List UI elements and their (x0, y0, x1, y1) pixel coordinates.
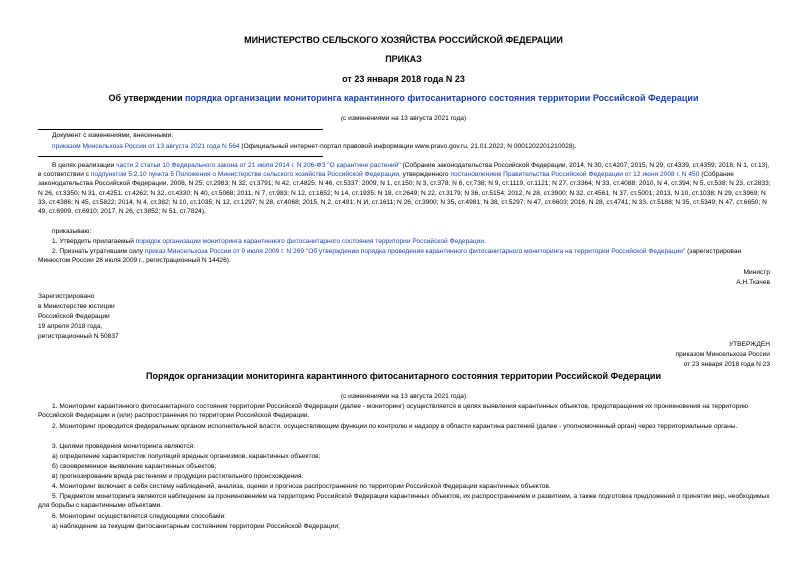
changes-line (52, 142, 577, 151)
decree-link[interactable]: постановлением Правительства Российской Федерации от 12 июня 2008 г. N 450 (450, 171, 700, 179)
doc-title-prefix: Об утверждении (108, 93, 185, 103)
doc-title-link[interactable]: порядка организации мониторинга карантинного фитосанитарного состояния территории Российской Федерации (185, 93, 699, 103)
procedure-p2: 2. Мониторинг проводится федеральным органом исполнительной власти, осуществляющим функции по контролю и надзору в области карантина растений (далее - уполномоченный орган) через территориальные органы. (52, 423, 738, 430)
law-link[interactable]: части 2 статьи 10 Федерального закона от 21 июля 2014 г. N 206-ФЗ "О карантине растений" (116, 162, 401, 169)
procedure-p5: 5. Предметом мониторинга являются наблюдение за проникновением на территорию Российской Федерации карантинных объектов, их распространением и развитием, а также подготовка предложений о принятии мер, необходимых для борьбы с карантинными объектами. (38, 493, 770, 510)
preamble-text-d: (Собрание законодательства Российской Федерации, 2008, N 25, ст.2983; N 32, ст.3791; N 42, ст.4825; N 46, ст.5337; 2009, N 1, ст.150; N 3, ст.378; N 6, ст.738; N 9, ст.1119, ст.1121; N 27, ст.3364; N 33, ст.4088; 2010, N 4, ст.394; N 5, ст.538; N 23, ст.2833; N 26, ст.3350; N 31, ст.4251, ст.4262; N 32, ст.4330; N 40, ст.5068; 2011, N 7, ст.983; N 12, ст.1652; N 14, ст.1935; N 18, ст.2649; N 22, ст.3179; N 36, ст.5154; 2012, N 28, ст.3900; N 32, ст.4561; N 37, ст.5001; 2013, N 10, ст.1038; N 29, ст.3969; N 33, ст.4386; N 45, ст.5822; 2014, N 4, ст.382; N 10, ст.1035; N 12, ст.1297; N 28, ст.4068; 2015, N 2, ст.491; N И, ст.1611; N 26, ст.3900; N 35, ст.4981; N 38, ст.5297; N 47, ст.6603; 2016, N 28, ст.4741; N 33, ст.5188; N 35, ст.5349; N 47, ст.6650; N 49, ст.6909, ст.6910; 2017, N 26, ст.3852; N 51, ст.7824), (38, 171, 771, 216)
preamble-text-b: (Собрание законодательства Российской Федерации, 2014, N 30, ст.4207; 2015, N 29, ст.4339, ст.4359; 2018, N 1, ст.13), в соответствии с (38, 162, 770, 179)
separator-bottom (38, 156, 323, 157)
procedure-p3b: б) своевременное выявление карантинных объектов; (52, 463, 217, 470)
order-item-1-end: . (484, 238, 486, 245)
order-item-2-tail: (зарегистрирован Минюстом России 28 июля 2009 г., регистрационный N 14426). (38, 248, 742, 265)
separator-top (38, 129, 323, 130)
approved-label: УТВЕРЖДЕН (728, 341, 770, 348)
procedure-p4: 4. Мониторинг включает в себя систему наблюдений, анализа, оценки и прогноза распространения по территории Российской Федерации карантинных объектов. (52, 483, 551, 490)
procedure-p6: 6. Мониторинг осуществляется следующими способами: (52, 513, 227, 520)
procedure-link[interactable]: порядок организации мониторинга карантинного фитосанитарного состояния территории Российской Федерации (135, 238, 485, 245)
doc-date-number: от 23 января 2018 года N 23 (342, 74, 465, 84)
order-item-2 (38, 247, 771, 265)
doc-title (0, 93, 807, 104)
signer-position: Министр (743, 269, 770, 276)
signer-name: А.Н.Ткачев (736, 279, 770, 286)
preamble-text-a: В целях реализации (52, 162, 117, 169)
order-item-1 (52, 237, 486, 246)
procedure-p3c: в) прогнозирование вреда растениям и продукции растительного происхождения. (52, 473, 304, 480)
registration-line-4: 19 апреля 2018 года, (38, 323, 103, 330)
order-item-2-text: 2. Признать утратившим силу (52, 248, 145, 255)
registration-line-2: в Министерстве юстиции (38, 303, 115, 310)
procedure-amendment-note: (с изменениями на 13 августа 2021 года) (340, 393, 467, 400)
ministry-name: МИНИСТЕРСТВО СЕЛЬСКОГО ХОЗЯЙСТВА РОССИЙСКОЙ ФЕДЕРАЦИИ (244, 35, 563, 45)
preamble-text-c: , утвержденного (399, 171, 451, 179)
repealed-order-link[interactable]: приказ Минсельхоза России от 9 июля 2009 г. N 269 "Об утверждении порядка проведения карантинного фитосанитарного мониторинга на территории Российской Федерации" (144, 248, 686, 255)
changes-tail: (Официальный интернет-портал правовой информации www.pravo.gov.ru, 21.01.2022, N 0001202201210028). (239, 143, 577, 150)
changes-link[interactable]: приказом Минсельхоза России от 13 августа 2021 года N 564 (52, 143, 240, 150)
procedure-title: Порядок организации мониторинга карантинного фитосанитарного состояния территории Российской Федерации (145, 371, 661, 381)
regulation-link[interactable]: подпунктом 5.2.10 пункта 5 Положения о Министерстве сельского хозяйства Российской Федерации (90, 171, 400, 179)
registration-line-3: Российской Федерации (38, 313, 110, 320)
registration-line-1: Зарегистрировано (38, 293, 95, 300)
doc-type: ПРИКАЗ (385, 54, 422, 64)
changes-intro: Документ с изменениями, внесенными: (52, 132, 174, 139)
procedure-p3: 3. Целями проведения мониторинга являются: (52, 443, 195, 450)
approved-by: приказом Минсельхоза России (675, 351, 770, 358)
procedure-p6a: а) наблюдение за текущим фитосанитарным состоянием территории Российской Федерации; (52, 523, 340, 530)
procedure-p1: 1. Мониторинг карантинного фитосанитарного состояния территории Российской Федерации (далее - мониторинг) осуществляется в целях выявления карантинных объектов, предотвращения их проникновения на территорию Российской Федерации и (или) распространения по территории Российской Федерации. (38, 403, 749, 420)
procedure-p3a: а) определение характеристик популяций вредных организмов, карантинных объектов; (52, 453, 321, 460)
approved-date: от 23 января 2018 года N 23 (683, 361, 770, 368)
preamble-paragraph (38, 161, 771, 216)
orders-label: приказываю: (52, 228, 92, 235)
order-item-1-text: 1. Утвердить прилагаемый (52, 238, 136, 245)
registration-line-5: регистрационный N 50837 (38, 333, 119, 340)
amendment-note: (с изменениями на 13 августа 2021 года) (340, 115, 467, 122)
